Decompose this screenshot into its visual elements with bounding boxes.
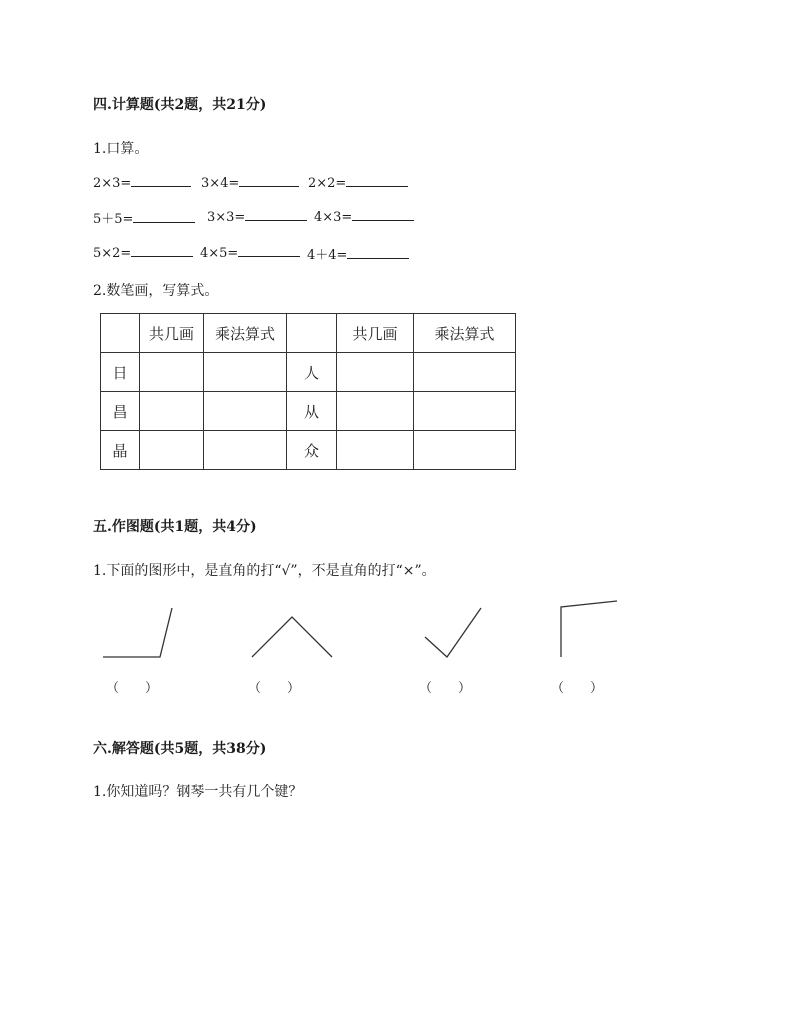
question-6-1-text: 1.你知道吗？钢琴一共有几个键？: [93, 784, 303, 800]
angle-figure-2: [252, 617, 332, 657]
question-4-2-text: 2.数笔画，写算式。: [93, 283, 219, 299]
character-cell: 日: [101, 353, 140, 392]
angle-figure-1: [103, 608, 172, 657]
section-5-heading: 五.作图题(共1题，共4分): [93, 519, 257, 535]
answer-parentheses[interactable]: （ ）: [106, 681, 159, 696]
arith-item: 4＋4=: [307, 244, 409, 263]
answer-parentheses[interactable]: （ ）: [419, 681, 472, 696]
arith-item: 5×2=: [93, 244, 193, 261]
answer-parentheses[interactable]: （ ）: [248, 681, 301, 696]
angle-figure-4: [561, 601, 617, 657]
arith-item: 2×3=: [93, 174, 191, 191]
answer-parentheses[interactable]: （ ）: [551, 681, 604, 696]
character-cell: 从: [287, 392, 337, 431]
angle-figure-3: [425, 608, 481, 657]
section-4-heading: 四.计算题(共2题，共21分): [93, 97, 267, 113]
character-cell: 众: [287, 431, 337, 470]
arith-item: 5＋5=: [93, 208, 195, 227]
character-cell: 晶: [101, 431, 140, 470]
question-5-1-text: 1.下面的图形中，是直角的打“√”，不是直角的打“×”。: [93, 563, 436, 579]
arith-item: 4×3=: [314, 208, 414, 225]
arith-item: 4×5=: [200, 244, 300, 261]
table-header-cell: 共几画: [140, 314, 204, 353]
character-cell: 昌: [101, 392, 140, 431]
arith-item: 2×2=: [308, 174, 408, 191]
section-6-heading: 六.解答题(共5题，共38分): [93, 741, 267, 757]
table-header-cell: 乘法算式: [414, 314, 516, 353]
table-header-cell: 共几画: [337, 314, 414, 353]
question-4-1-text: 1.口算。: [93, 141, 149, 157]
character-cell: 人: [287, 353, 337, 392]
table-header-cell: 乘法算式: [204, 314, 287, 353]
arith-item: 3×4=: [201, 174, 299, 191]
arith-item: 3×3=: [207, 208, 307, 225]
